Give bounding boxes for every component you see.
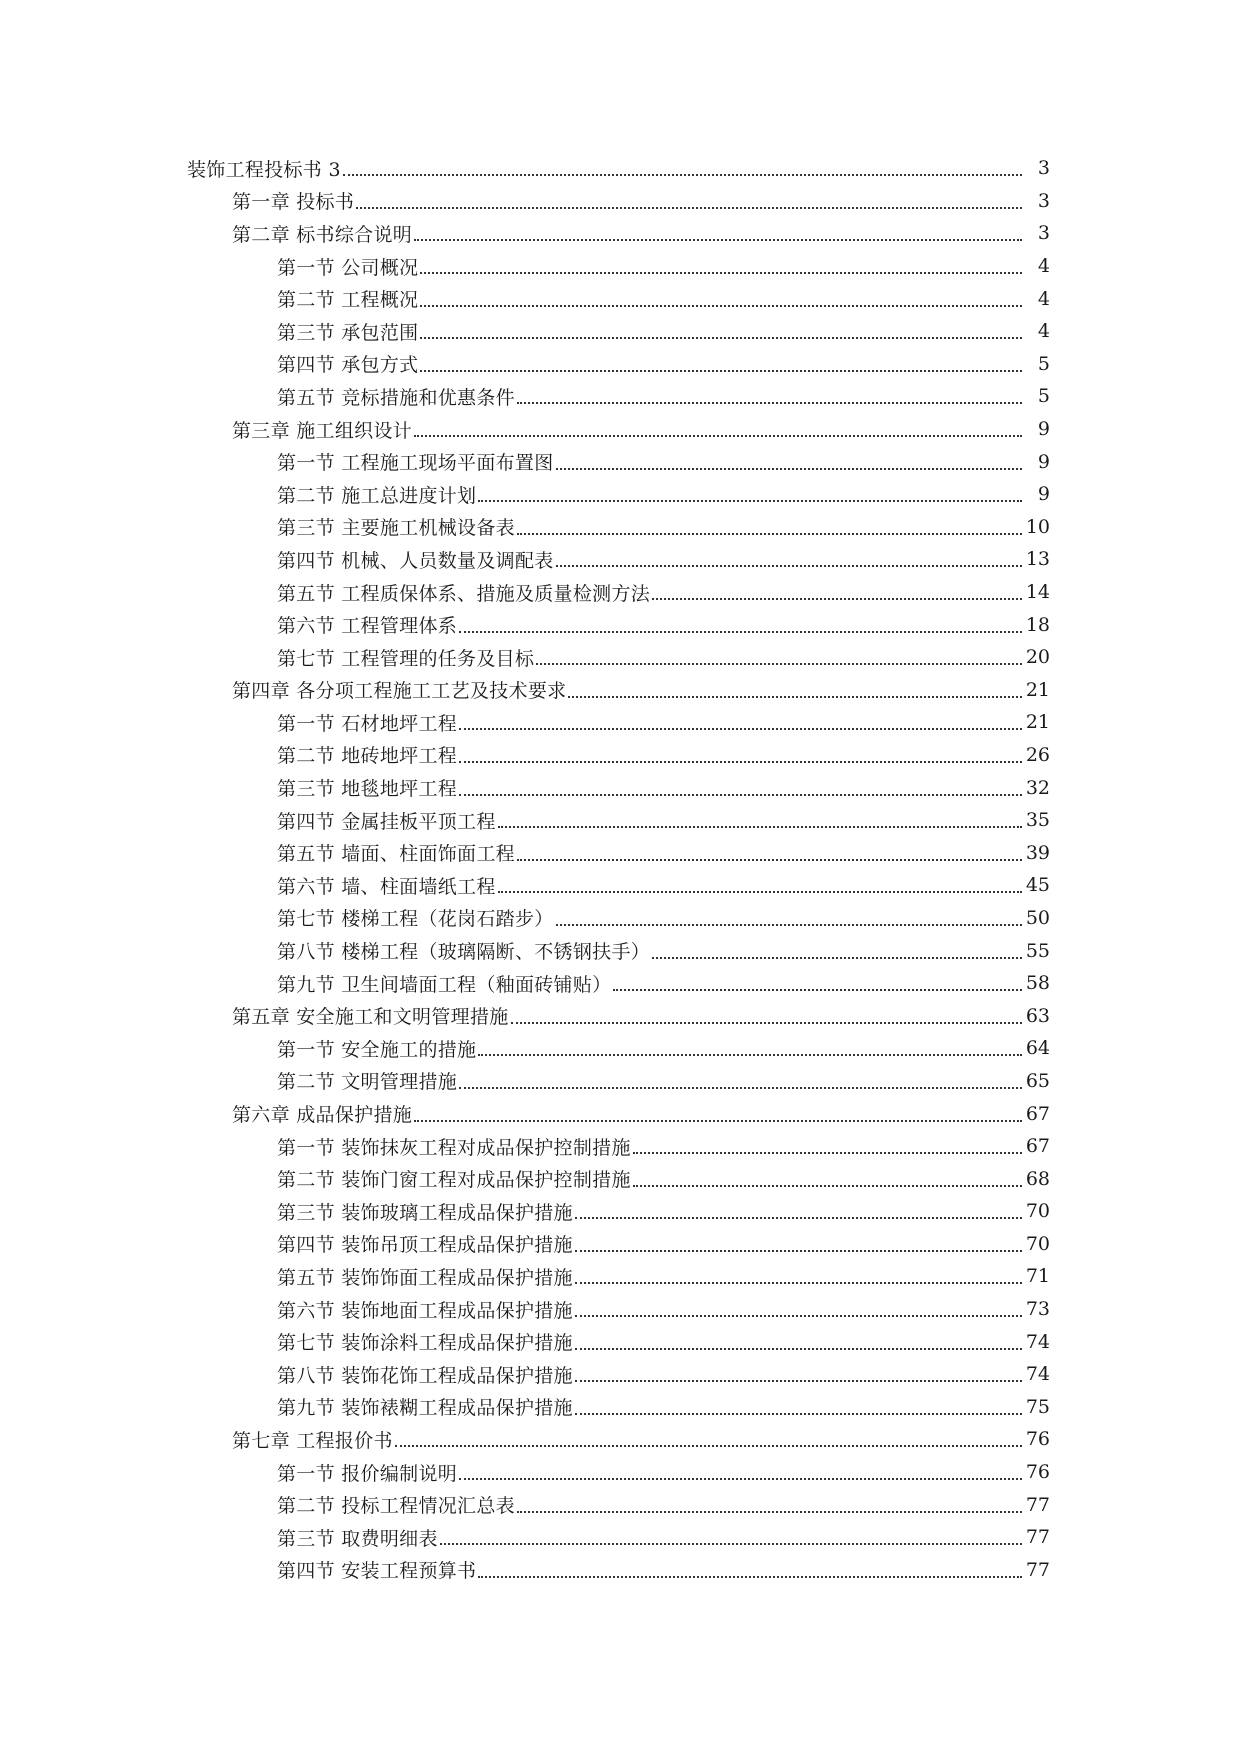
toc-page-number: 67 bbox=[1025, 1102, 1050, 1125]
toc-entry-label: 第三节 取费明细表 bbox=[277, 1527, 438, 1550]
toc-entry-label: 第五节 装饰饰面工程成品保护措施 bbox=[277, 1266, 573, 1289]
toc-section-entry[interactable] bbox=[0, 1293, 1241, 1326]
toc-section-entry[interactable] bbox=[0, 608, 1241, 641]
toc-dot-leader bbox=[517, 1511, 1022, 1513]
toc-page-number: 65 bbox=[1025, 1069, 1050, 1092]
toc-page-number: 73 bbox=[1025, 1298, 1050, 1321]
toc-page-number: 39 bbox=[1025, 841, 1050, 864]
toc-page-number: 5 bbox=[1037, 352, 1050, 375]
toc-dot-leader bbox=[575, 1380, 1022, 1382]
toc-dot-leader bbox=[459, 761, 1022, 763]
toc-page-number: 4 bbox=[1037, 320, 1050, 343]
toc-entry-label: 第四节 安装工程预算书 bbox=[277, 1560, 477, 1583]
toc-section-entry[interactable] bbox=[0, 445, 1241, 478]
toc-entry-label: 第五节 工程质保体系、措施及质量检测方法 bbox=[277, 582, 651, 605]
toc-page-number: 50 bbox=[1025, 906, 1050, 929]
toc-page-number: 70 bbox=[1025, 1200, 1050, 1223]
toc-entry-label: 第四章 各分项工程施工工艺及技术要求 bbox=[232, 680, 567, 703]
toc-page-number: 68 bbox=[1025, 1167, 1050, 1190]
toc-chapter-entry[interactable] bbox=[0, 185, 1241, 218]
toc-dot-leader bbox=[556, 565, 1022, 567]
toc-section-entry[interactable] bbox=[0, 967, 1241, 1000]
toc-section-entry[interactable] bbox=[0, 380, 1241, 413]
toc-section-entry[interactable] bbox=[0, 576, 1241, 609]
toc-dot-leader bbox=[343, 174, 1022, 176]
toc-dot-leader bbox=[478, 1576, 1022, 1578]
toc-chapter-entry[interactable] bbox=[0, 1423, 1241, 1456]
toc-dot-leader bbox=[652, 957, 1022, 959]
toc-dot-leader bbox=[575, 1315, 1022, 1317]
toc-dot-leader bbox=[652, 598, 1022, 600]
toc-section-entry[interactable] bbox=[0, 348, 1241, 381]
toc-dot-leader bbox=[498, 826, 1022, 828]
toc-dot-leader bbox=[633, 1152, 1022, 1154]
toc-section-entry[interactable] bbox=[0, 1162, 1241, 1195]
toc-dot-leader bbox=[556, 924, 1022, 926]
toc-page-number: 9 bbox=[1037, 418, 1050, 441]
toc-entry-label: 第一节 工程施工现场平面布置图 bbox=[277, 452, 554, 475]
toc-entry-label: 第九节 卫生间墙面工程（釉面砖铺贴） bbox=[277, 973, 612, 996]
toc-section-entry[interactable] bbox=[0, 1554, 1241, 1587]
toc-entry-label: 第二节 施工总进度计划 bbox=[277, 484, 477, 507]
toc-section-entry[interactable] bbox=[0, 543, 1241, 576]
toc-entry-label: 第一节 报价编制说明 bbox=[277, 1462, 458, 1485]
toc-dot-leader bbox=[575, 1217, 1022, 1219]
toc-entry-label: 第三节 承包范围 bbox=[277, 321, 419, 344]
toc-page-number: 13 bbox=[1025, 548, 1050, 571]
toc-section-entry[interactable] bbox=[0, 869, 1241, 902]
toc-section-entry[interactable] bbox=[0, 641, 1241, 674]
toc-entry-label: 第三节 地毯地坪工程 bbox=[277, 778, 458, 801]
toc-dot-leader bbox=[414, 1120, 1022, 1122]
toc-section-entry[interactable] bbox=[0, 1130, 1241, 1163]
toc-dot-leader bbox=[517, 533, 1022, 535]
toc-page-number: 26 bbox=[1025, 743, 1050, 766]
toc-dot-leader bbox=[498, 891, 1022, 893]
toc-entry-label: 第四节 承包方式 bbox=[277, 354, 419, 377]
toc-page-number: 32 bbox=[1025, 776, 1050, 799]
toc-page-number: 35 bbox=[1025, 809, 1050, 832]
toc-dot-leader bbox=[478, 1054, 1022, 1056]
toc-entry-label: 第八节 楼梯工程（玻璃隔断、不锈钢扶手） bbox=[277, 941, 651, 964]
toc-chapter-entry[interactable] bbox=[0, 1097, 1241, 1130]
toc-entry-label: 第五节 墙面、柱面饰面工程 bbox=[277, 843, 515, 866]
toc-page-number: 3 bbox=[1037, 157, 1050, 180]
toc-page-number: 74 bbox=[1025, 1363, 1050, 1386]
toc-dot-leader bbox=[459, 631, 1022, 633]
toc-page-number: 67 bbox=[1025, 1135, 1050, 1158]
toc-dot-leader bbox=[440, 1543, 1022, 1545]
toc-title-entry[interactable] bbox=[0, 152, 1241, 185]
toc-dot-leader bbox=[517, 402, 1022, 404]
toc-page-number: 64 bbox=[1025, 1037, 1050, 1060]
toc-entry-label: 第六节 墙、柱面墙纸工程 bbox=[277, 875, 496, 898]
toc-entry-label: 第七节 楼梯工程（花岗石踏步） bbox=[277, 908, 554, 931]
toc-chapter-entry[interactable] bbox=[0, 999, 1241, 1032]
toc-page-number: 71 bbox=[1025, 1265, 1050, 1288]
toc-page-number: 5 bbox=[1037, 385, 1050, 408]
toc-section-entry[interactable] bbox=[0, 739, 1241, 772]
toc-section-entry[interactable] bbox=[0, 1065, 1241, 1098]
toc-page-number: 9 bbox=[1037, 483, 1050, 506]
toc-page-number: 75 bbox=[1025, 1395, 1050, 1418]
toc-page-number: 45 bbox=[1025, 874, 1050, 897]
toc-entry-label: 第七节 工程管理的任务及目标 bbox=[277, 647, 535, 670]
toc-page-number: 10 bbox=[1025, 515, 1050, 538]
toc-dot-leader bbox=[568, 696, 1022, 698]
toc-entry-label: 第一节 安全施工的措施 bbox=[277, 1038, 477, 1061]
toc-section-entry[interactable] bbox=[0, 804, 1241, 837]
toc-dot-leader bbox=[478, 500, 1022, 502]
toc-entry-label: 第二节 投标工程情况汇总表 bbox=[277, 1495, 515, 1518]
toc-page-number: 77 bbox=[1025, 1526, 1050, 1549]
toc-section-entry[interactable] bbox=[0, 1260, 1241, 1293]
toc-entry-label: 第二章 标书综合说明 bbox=[232, 223, 413, 246]
toc-page-number: 9 bbox=[1037, 450, 1050, 473]
toc-section-entry[interactable] bbox=[0, 1195, 1241, 1228]
toc-dot-leader bbox=[420, 337, 1022, 339]
toc-dot-leader bbox=[459, 728, 1022, 730]
toc-entry-label: 第六节 装饰地面工程成品保护措施 bbox=[277, 1299, 573, 1322]
toc-chapter-entry[interactable] bbox=[0, 217, 1241, 250]
toc-section-entry[interactable] bbox=[0, 478, 1241, 511]
toc-section-entry[interactable] bbox=[0, 1325, 1241, 1358]
toc-dot-leader bbox=[459, 794, 1022, 796]
toc-entry-label: 第六节 工程管理体系 bbox=[277, 615, 458, 638]
toc-entry-label: 第二节 文明管理措施 bbox=[277, 1071, 458, 1094]
toc-dot-leader bbox=[575, 1250, 1022, 1252]
toc-entry-label: 第九节 装饰裱糊工程成品保护措施 bbox=[277, 1397, 573, 1420]
toc-page-number: 77 bbox=[1025, 1493, 1050, 1516]
toc-section-entry[interactable] bbox=[0, 1488, 1241, 1521]
toc-section-entry[interactable] bbox=[0, 1032, 1241, 1065]
toc-dot-leader bbox=[414, 239, 1022, 241]
toc-section-entry[interactable] bbox=[0, 1456, 1241, 1489]
toc-page-number: 77 bbox=[1025, 1558, 1050, 1581]
toc-dot-leader bbox=[511, 1022, 1022, 1024]
toc-section-entry[interactable] bbox=[0, 315, 1241, 348]
toc-entry-label: 第四节 装饰吊顶工程成品保护措施 bbox=[277, 1234, 573, 1257]
toc-entry-label: 第二节 地砖地坪工程 bbox=[277, 745, 458, 768]
toc-dot-leader bbox=[459, 1087, 1022, 1089]
toc-page-number: 3 bbox=[1037, 222, 1050, 245]
toc-entry-label: 第五章 安全施工和文明管理措施 bbox=[232, 1006, 509, 1029]
toc-dot-leader bbox=[613, 989, 1022, 991]
toc-section-entry[interactable] bbox=[0, 771, 1241, 804]
toc-dot-leader bbox=[556, 468, 1022, 470]
toc-page-number: 58 bbox=[1025, 972, 1050, 995]
toc-dot-leader bbox=[420, 305, 1022, 307]
toc-entry-label: 第三章 施工组织设计 bbox=[232, 419, 413, 442]
toc-entry-label: 装饰工程投标书 3 bbox=[187, 158, 341, 181]
toc-dot-leader bbox=[459, 1478, 1022, 1480]
toc-page-number: 76 bbox=[1025, 1461, 1050, 1484]
toc-entry-label: 第二节 工程概况 bbox=[277, 289, 419, 312]
toc-section-entry[interactable] bbox=[0, 836, 1241, 869]
toc-page-number: 21 bbox=[1025, 711, 1050, 734]
toc-dot-leader bbox=[414, 435, 1022, 437]
toc-entry-label: 第三节 主要施工机械设备表 bbox=[277, 517, 515, 540]
toc-entry-label: 第七节 装饰涂料工程成品保护措施 bbox=[277, 1332, 573, 1355]
toc-page-number: 3 bbox=[1037, 189, 1050, 212]
toc-dot-leader bbox=[536, 663, 1022, 665]
toc-section-entry[interactable] bbox=[0, 706, 1241, 739]
toc-dot-leader bbox=[633, 1185, 1022, 1187]
toc-section-entry[interactable] bbox=[0, 1391, 1241, 1424]
toc-page-number: 14 bbox=[1025, 581, 1050, 604]
toc-page-number: 21 bbox=[1025, 678, 1050, 701]
toc-page-number: 4 bbox=[1037, 255, 1050, 278]
toc-page-number: 76 bbox=[1025, 1428, 1050, 1451]
toc-dot-leader bbox=[420, 272, 1022, 274]
toc-page-number: 20 bbox=[1025, 646, 1050, 669]
toc-entry-label: 第四节 机械、人员数量及调配表 bbox=[277, 549, 554, 572]
toc-dot-leader bbox=[575, 1413, 1022, 1415]
toc-dot-leader bbox=[420, 370, 1022, 372]
toc-section-entry[interactable] bbox=[0, 902, 1241, 935]
toc-section-entry[interactable] bbox=[0, 1228, 1241, 1261]
toc-chapter-entry[interactable] bbox=[0, 413, 1241, 446]
toc-page-number: 63 bbox=[1025, 1004, 1050, 1027]
toc-entry-label: 第四节 金属挂板平顶工程 bbox=[277, 810, 496, 833]
toc-chapter-entry[interactable] bbox=[0, 674, 1241, 707]
toc-dot-leader bbox=[395, 1445, 1022, 1447]
toc-page-number: 4 bbox=[1037, 287, 1050, 310]
toc-section-entry[interactable] bbox=[0, 250, 1241, 283]
toc-page-number: 18 bbox=[1025, 613, 1050, 636]
toc-entry-label: 第八节 装饰花饰工程成品保护措施 bbox=[277, 1364, 573, 1387]
toc-page-number: 70 bbox=[1025, 1232, 1050, 1255]
toc-dot-leader bbox=[517, 859, 1022, 861]
table-of-contents bbox=[0, 152, 1241, 1586]
toc-section-entry[interactable] bbox=[0, 934, 1241, 967]
toc-section-entry[interactable] bbox=[0, 1358, 1241, 1391]
toc-page-number: 74 bbox=[1025, 1330, 1050, 1353]
toc-entry-label: 第三节 装饰玻璃工程成品保护措施 bbox=[277, 1201, 573, 1224]
toc-entry-label: 第二节 装饰门窗工程对成品保护控制措施 bbox=[277, 1169, 631, 1192]
toc-entry-label: 第一节 公司概况 bbox=[277, 256, 419, 279]
toc-entry-label: 第七章 工程报价书 bbox=[232, 1429, 393, 1452]
toc-entry-label: 第一节 石材地坪工程 bbox=[277, 712, 458, 735]
toc-dot-leader bbox=[575, 1348, 1022, 1350]
toc-section-entry[interactable] bbox=[0, 282, 1241, 315]
toc-section-entry[interactable] bbox=[0, 1521, 1241, 1554]
toc-page-number: 55 bbox=[1025, 939, 1050, 962]
toc-entry-label: 第一章 投标书 bbox=[232, 191, 355, 214]
toc-entry-label: 第六章 成品保护措施 bbox=[232, 1104, 413, 1127]
toc-entry-label: 第五节 竞标措施和优惠条件 bbox=[277, 386, 515, 409]
toc-entry-label: 第一节 装饰抹灰工程对成品保护控制措施 bbox=[277, 1136, 631, 1159]
toc-section-entry[interactable] bbox=[0, 511, 1241, 544]
toc-dot-leader bbox=[575, 1282, 1022, 1284]
toc-dot-leader bbox=[356, 207, 1022, 209]
